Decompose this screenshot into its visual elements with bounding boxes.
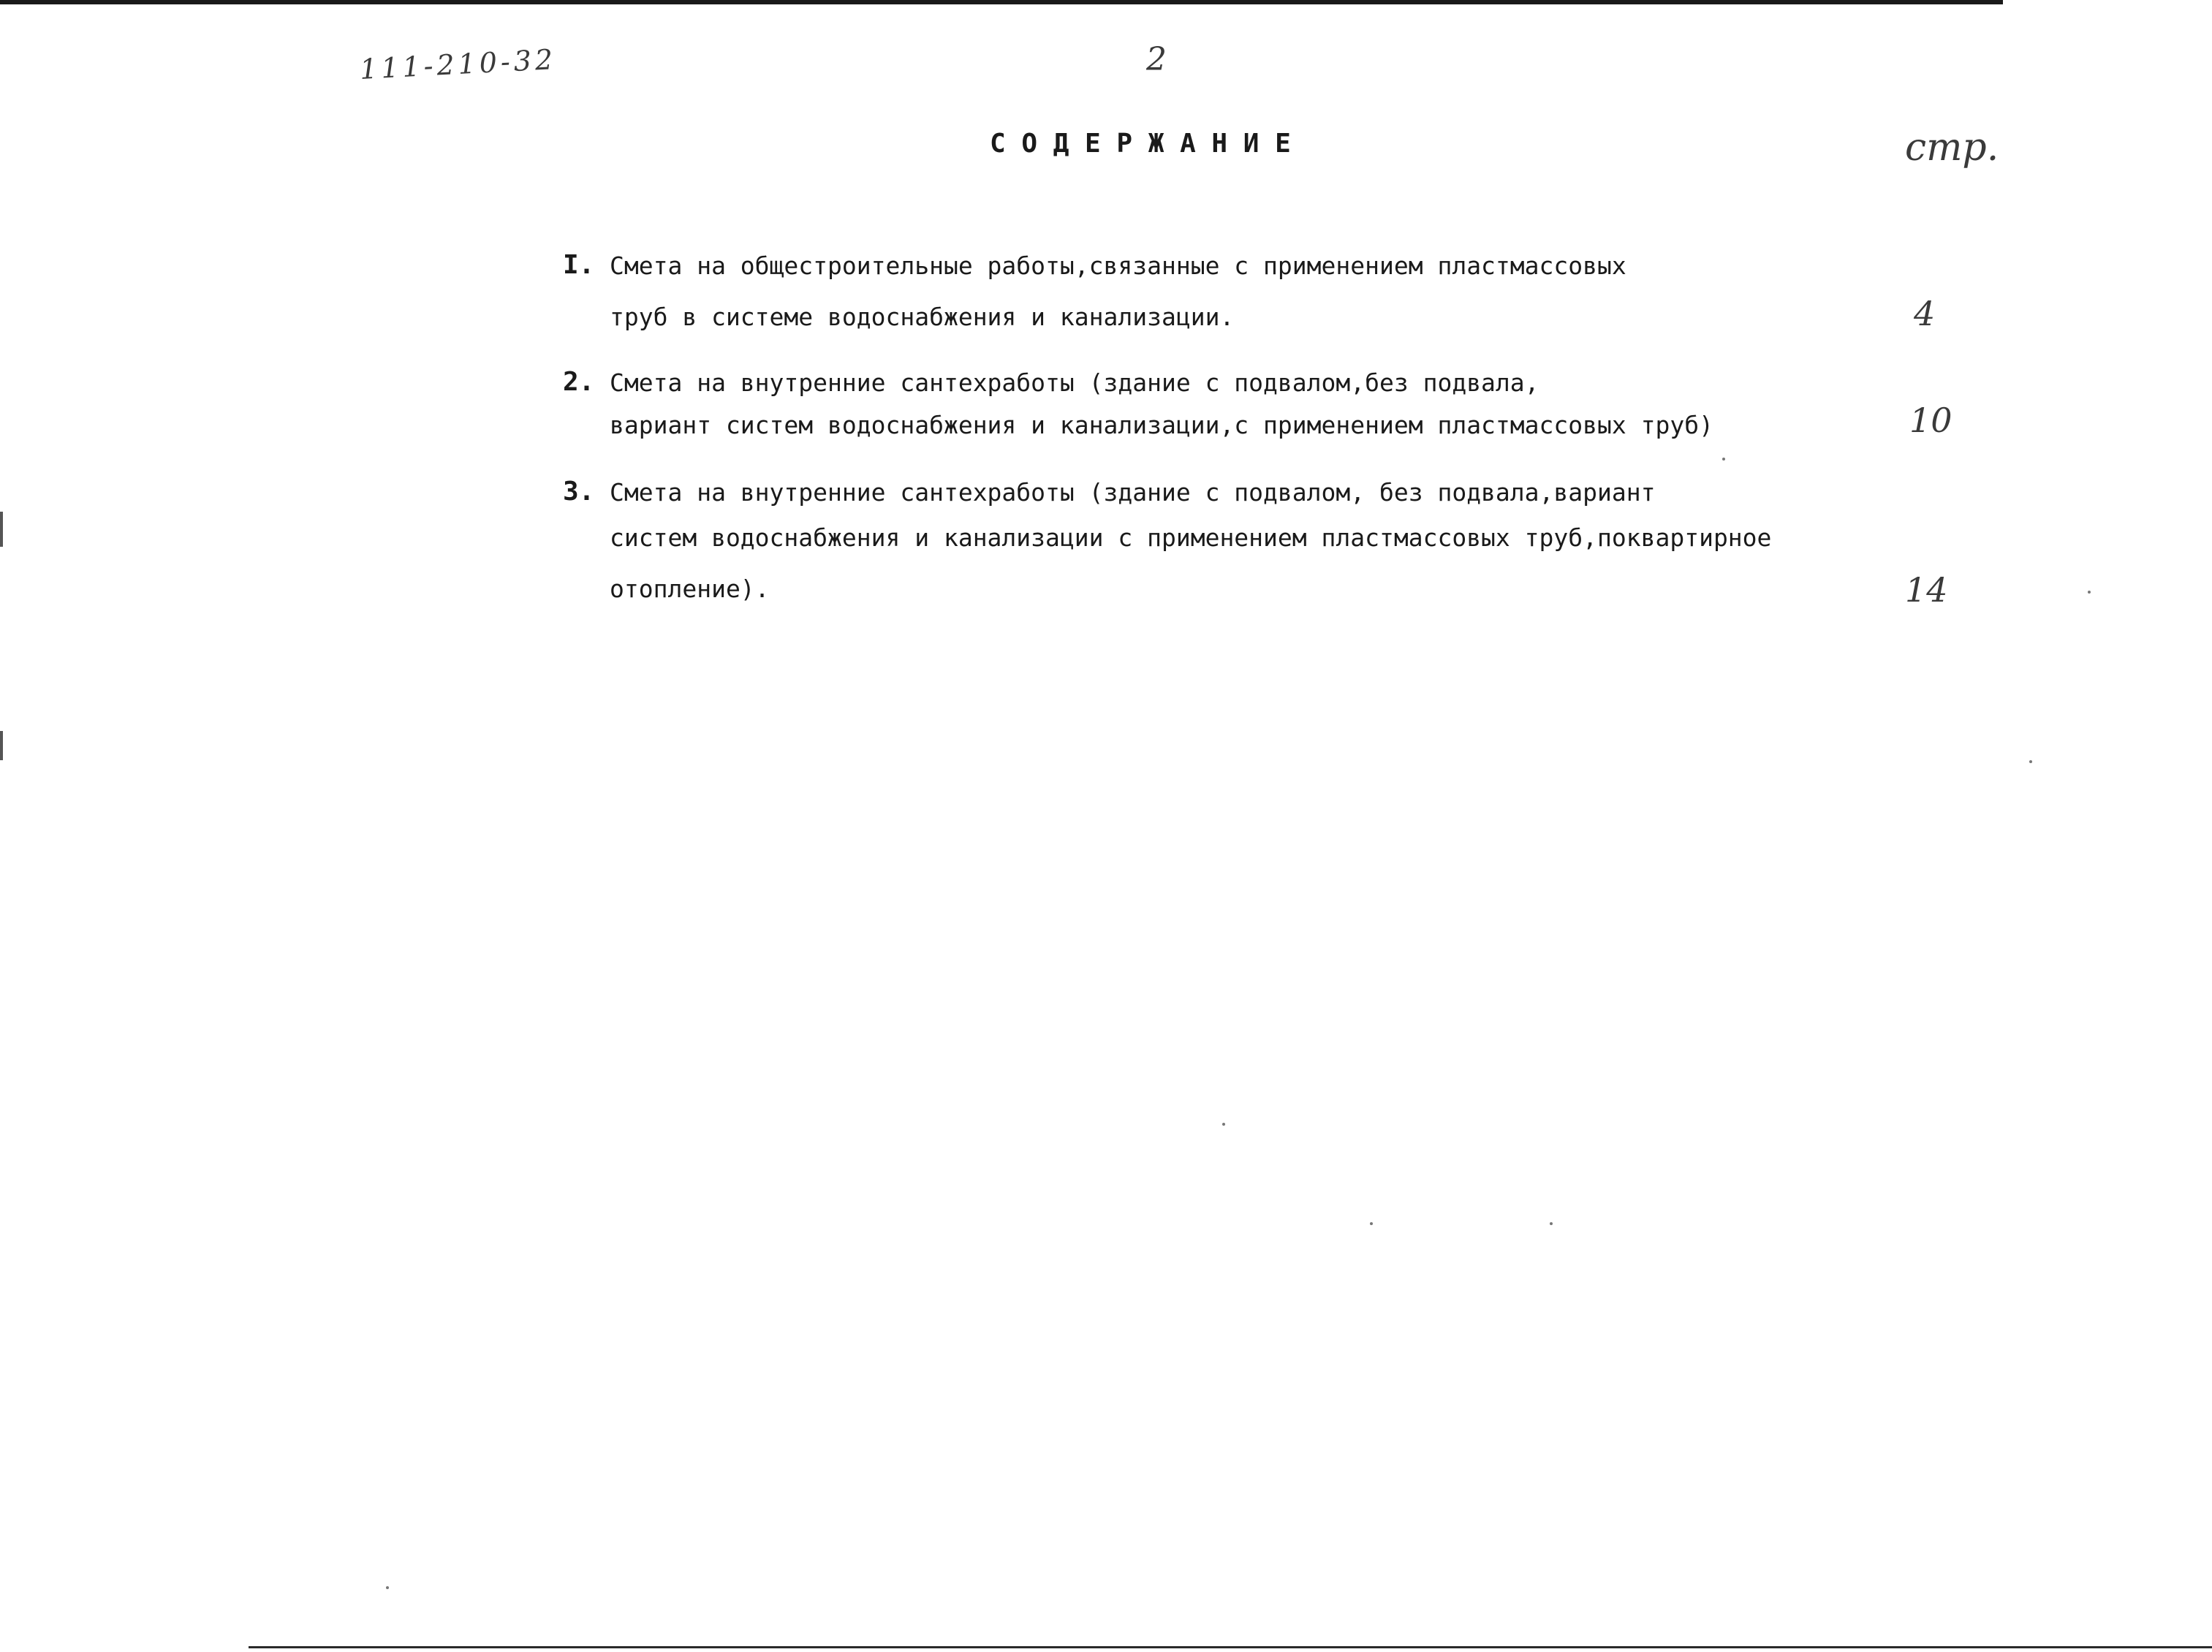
entry-line: Смета на внутренние сантехработы (здание с подвалом, без подвала,вариант bbox=[610, 478, 1656, 507]
page-number: 2 bbox=[1146, 41, 1167, 78]
entry-number: I. bbox=[563, 250, 595, 280]
entry-page-number: 10 bbox=[1909, 401, 1952, 440]
entry-line: вариант систем водоснабжения и канализации,с применением пластмассовых труб) bbox=[610, 411, 1713, 439]
scan-speck bbox=[1370, 1222, 1373, 1225]
scan-left-mark bbox=[0, 731, 3, 760]
entry-line: отопление). bbox=[610, 575, 770, 603]
contents-heading: С О Д Е Р Ж А Н И Е bbox=[990, 129, 1291, 159]
entry-page-number: 14 bbox=[1905, 570, 1948, 610]
entry-line: труб в системе водоснабжения и канализации. bbox=[610, 303, 1235, 331]
page-column-label: стр. bbox=[1905, 126, 1999, 170]
scan-speck bbox=[1550, 1222, 1553, 1225]
scan-bottom-edge bbox=[249, 1646, 2212, 1648]
entry-number: 2. bbox=[563, 367, 595, 397]
scan-speck bbox=[1722, 458, 1725, 461]
entry-page-number: 4 bbox=[1914, 294, 1936, 333]
scan-top-edge bbox=[0, 0, 2003, 4]
scan-speck bbox=[386, 1586, 389, 1589]
document-code: 111-210-32 bbox=[359, 42, 558, 86]
entry-line: Смета на внутренние сантехработы (здание с подвалом,без подвала, bbox=[610, 368, 1539, 397]
scan-speck bbox=[1222, 1123, 1225, 1126]
entry-line: систем водоснабжения и канализации с применением пластмассовых труб,поквартирное bbox=[610, 523, 1772, 552]
scan-left-mark bbox=[0, 512, 3, 547]
scan-speck bbox=[2088, 591, 2091, 594]
entry-number: 3. bbox=[563, 477, 595, 507]
entry-line: Смета на общестроительные работы,связанные с применением пластмассовых bbox=[610, 251, 1626, 280]
scan-speck bbox=[2029, 760, 2032, 763]
